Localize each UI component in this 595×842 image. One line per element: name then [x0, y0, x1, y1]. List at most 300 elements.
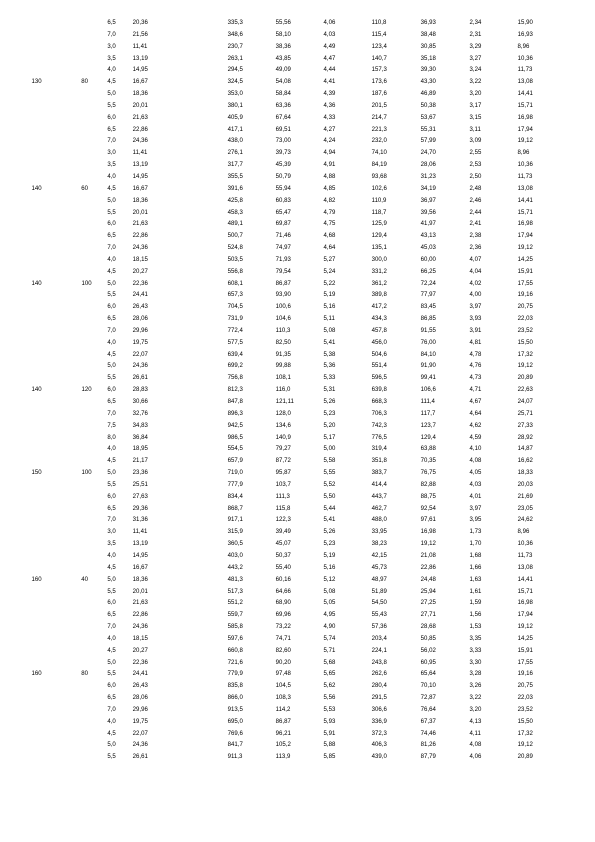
table-row — [0, 728, 595, 740]
cell-wall-thickness: 6,5 — [107, 125, 116, 133]
cell-wall-thickness: 4,5 — [107, 184, 116, 192]
table-row — [0, 609, 595, 621]
cell-radius-y: 4,00 — [469, 291, 482, 299]
table-row — [0, 301, 595, 313]
cell-section-modulus-y: 117,7 — [420, 409, 436, 417]
table-row — [0, 325, 595, 337]
cell-wall-thickness: 5,0 — [107, 196, 116, 204]
cell-size-a: 160 — [31, 670, 42, 678]
cell-moment-x: 577,5 — [227, 338, 243, 346]
cell-section-modulus-x: 87,72 — [275, 457, 291, 465]
cell-wall-thickness: 4,0 — [107, 634, 116, 642]
table-row — [0, 159, 595, 171]
cell-area: 28,92 — [517, 433, 533, 441]
cell-moment-y: 102,6 — [371, 184, 387, 192]
cell-moment-y: 42,15 — [371, 551, 387, 559]
cell-radius-x: 4,75 — [323, 220, 336, 228]
cell-mass: 20,01 — [132, 208, 148, 216]
cell-moment-y: 48,97 — [371, 575, 387, 583]
cell-radius-x: 4,94 — [323, 149, 336, 157]
cell-section-modulus-x: 128,0 — [275, 409, 291, 417]
cell-moment-y: 457,8 — [371, 326, 387, 334]
cell-radius-x: 4,47 — [323, 54, 336, 62]
cell-section-modulus-x: 45,07 — [275, 540, 291, 548]
cell-wall-thickness: 4,5 — [107, 457, 116, 465]
cell-area: 19,16 — [517, 291, 533, 299]
table-row — [0, 349, 595, 361]
cell-moment-y: 203,4 — [371, 634, 387, 642]
table-row — [0, 491, 595, 503]
cell-radius-y: 4,62 — [469, 421, 482, 429]
cell-section-modulus-x: 69,87 — [275, 220, 291, 228]
cell-area: 24,07 — [517, 398, 533, 405]
cell-section-modulus-x: 134,6 — [275, 421, 291, 429]
cell-wall-thickness: 5,5 — [107, 374, 116, 382]
cell-mass: 22,86 — [132, 125, 148, 133]
cell-wall-thickness: 4,5 — [107, 350, 116, 358]
cell-moment-y: 351,8 — [371, 457, 387, 465]
cell-wall-thickness: 7,0 — [107, 244, 116, 252]
cell-radius-y: 2,36 — [469, 244, 482, 252]
cell-area: 11,73 — [517, 172, 533, 180]
table-row — [0, 550, 595, 562]
cell-moment-y: 214,7 — [371, 113, 387, 121]
cell-size-a: 160 — [31, 575, 42, 583]
cell-radius-x: 5,65 — [323, 670, 336, 678]
cell-moment-y: 173,6 — [371, 78, 387, 86]
cell-moment-x: 699,2 — [227, 362, 243, 370]
cell-mass: 25,51 — [132, 480, 148, 488]
cell-moment-x: 489,1 — [227, 220, 243, 228]
cell-wall-thickness: 6,0 — [107, 303, 116, 311]
cell-radius-y: 4,71 — [469, 386, 482, 394]
table-row — [0, 443, 595, 455]
cell-section-modulus-y: 72,87 — [420, 694, 436, 702]
cell-area: 8,96 — [517, 42, 530, 50]
cell-radius-y: 4,81 — [469, 338, 482, 346]
cell-section-modulus-x: 73,22 — [275, 623, 291, 631]
table-row — [0, 455, 595, 467]
cell-moment-y: 51,89 — [371, 587, 387, 595]
table-row — [0, 76, 595, 88]
table-row — [0, 41, 595, 53]
cell-mass: 21,63 — [132, 220, 148, 228]
cell-area: 18,33 — [517, 469, 533, 477]
cell-section-modulus-x: 82,50 — [275, 338, 291, 346]
table-row — [0, 289, 595, 301]
cell-section-modulus-x: 45,39 — [275, 161, 291, 169]
cell-moment-x: 500,7 — [227, 232, 243, 240]
cell-area: 14,41 — [517, 575, 533, 583]
cell-radius-y: 4,04 — [469, 267, 482, 275]
cell-radius-y: 1,56 — [469, 611, 482, 619]
cell-section-modulus-x: 140,9 — [275, 433, 291, 441]
cell-moment-x: 639,4 — [227, 350, 243, 358]
cell-mass: 27,63 — [132, 492, 148, 500]
cell-area: 22,63 — [517, 386, 533, 394]
cell-section-modulus-x: 50,79 — [275, 172, 291, 180]
cell-moment-x: 443,2 — [227, 563, 243, 571]
cell-radius-x: 5,05 — [323, 599, 336, 607]
cell-section-modulus-x: 82,60 — [275, 646, 291, 654]
table-row — [0, 242, 595, 254]
cell-wall-thickness: 7,0 — [107, 705, 116, 713]
cell-area: 13,08 — [517, 563, 533, 571]
cell-moment-y: 504,6 — [371, 350, 387, 358]
cell-area: 20,75 — [517, 303, 533, 311]
cell-moment-y: 74,10 — [371, 149, 387, 157]
cell-section-modulus-y: 53,67 — [420, 113, 436, 121]
cell-wall-thickness: 8,0 — [107, 433, 116, 441]
cell-wall-thickness: 3,0 — [107, 149, 116, 157]
cell-moment-x: 917,1 — [227, 516, 243, 524]
cell-section-modulus-y: 19,12 — [420, 540, 436, 548]
cell-section-modulus-x: 63,36 — [275, 101, 291, 109]
cell-section-modulus-y: 55,31 — [420, 125, 436, 133]
table-row — [0, 467, 595, 479]
cell-section-modulus-y: 31,23 — [420, 172, 436, 180]
cell-wall-thickness: 7,0 — [107, 30, 116, 38]
cell-radius-y: 3,35 — [469, 634, 482, 642]
cell-moment-y: 331,2 — [371, 267, 387, 275]
cell-section-modulus-y: 123,7 — [420, 421, 436, 429]
cell-radius-x: 4,49 — [323, 42, 336, 50]
cell-area: 8,96 — [517, 528, 530, 536]
cell-area: 10,36 — [517, 540, 533, 548]
cell-mass: 36,84 — [132, 433, 148, 441]
cell-wall-thickness: 7,0 — [107, 137, 116, 145]
cell-moment-y: 551,4 — [371, 362, 387, 370]
cell-size-b: 100 — [81, 279, 92, 287]
cell-section-modulus-y: 91,55 — [420, 326, 436, 334]
cell-wall-thickness: 3,0 — [107, 42, 116, 50]
cell-area: 16,98 — [517, 113, 533, 121]
cell-wall-thickness: 5,5 — [107, 587, 116, 595]
table-row — [0, 230, 595, 242]
table-row — [0, 645, 595, 657]
cell-mass: 18,15 — [132, 634, 148, 642]
cell-area: 14,87 — [517, 445, 533, 453]
cell-radius-x: 5,41 — [323, 516, 336, 524]
cell-size-b: 60 — [81, 184, 89, 192]
cell-wall-thickness: 3,5 — [107, 54, 116, 62]
cell-section-modulus-x: 55,40 — [275, 563, 291, 571]
cell-moment-x: 986,5 — [227, 433, 243, 441]
cell-section-modulus-x: 93,90 — [275, 291, 291, 299]
cell-moment-y: 38,23 — [371, 540, 387, 548]
cell-size-b: 100 — [81, 469, 92, 477]
cell-moment-y: 55,43 — [371, 611, 387, 619]
cell-moment-x: 551,2 — [227, 599, 243, 607]
cell-radius-x: 4,79 — [323, 208, 336, 216]
cell-section-modulus-x: 58,10 — [275, 30, 291, 38]
cell-moment-x: 660,8 — [227, 646, 243, 654]
cell-wall-thickness: 3,0 — [107, 528, 116, 536]
cell-wall-thickness: 4,0 — [107, 255, 116, 263]
cell-radius-y: 3,28 — [469, 670, 482, 678]
cell-moment-y: 462,7 — [371, 504, 387, 512]
cell-mass: 29,96 — [132, 326, 148, 334]
cell-section-modulus-y: 27,71 — [420, 611, 436, 619]
cell-mass: 14,95 — [132, 66, 148, 74]
cell-area: 20,03 — [517, 480, 533, 488]
cell-mass: 23,36 — [132, 469, 148, 477]
cell-area: 22,03 — [517, 315, 533, 323]
cell-moment-x: 597,6 — [227, 634, 243, 642]
table-row — [0, 503, 595, 515]
cell-area: 22,03 — [517, 694, 533, 702]
cell-moment-x: 335,3 — [227, 19, 243, 26]
cell-wall-thickness: 5,5 — [107, 101, 116, 109]
cell-area: 19,12 — [517, 137, 533, 145]
cell-radius-x: 5,24 — [323, 267, 336, 275]
table-row — [0, 526, 595, 538]
cell-section-modulus-x: 74,71 — [275, 634, 291, 642]
table-row — [0, 218, 595, 230]
cell-moment-x: 896,3 — [227, 409, 243, 417]
cell-moment-x: 355,5 — [227, 172, 243, 180]
cell-section-modulus-y: 39,56 — [420, 208, 436, 216]
cell-area: 8,96 — [517, 149, 530, 157]
cell-radius-y: 1,66 — [469, 563, 482, 571]
cell-wall-thickness: 6,0 — [107, 682, 116, 690]
cell-wall-thickness: 3,5 — [107, 540, 116, 548]
cell-moment-y: 57,36 — [371, 623, 387, 631]
cell-radius-y: 2,44 — [469, 208, 482, 216]
cell-section-modulus-x: 65,47 — [275, 208, 291, 216]
cell-area: 14,25 — [517, 255, 533, 263]
cell-radius-y: 2,31 — [469, 30, 482, 38]
cell-area: 15,71 — [517, 587, 533, 595]
cell-mass: 22,36 — [132, 279, 148, 287]
cell-area: 16,98 — [517, 220, 533, 228]
cell-radius-x: 4,24 — [323, 137, 336, 145]
cell-area: 25,71 — [517, 409, 533, 417]
cell-mass: 28,06 — [132, 315, 148, 323]
table-row — [0, 372, 595, 384]
cell-moment-x: 769,6 — [227, 729, 243, 737]
cell-moment-x: 458,3 — [227, 208, 243, 216]
table-row — [0, 88, 595, 100]
cell-moment-x: 263,1 — [227, 54, 243, 62]
cell-wall-thickness: 4,0 — [107, 717, 116, 725]
cell-radius-x: 5,31 — [323, 386, 336, 394]
cell-moment-y: 33,95 — [371, 528, 387, 536]
cell-moment-y: 389,8 — [371, 291, 387, 299]
cell-radius-y: 3,93 — [469, 315, 482, 323]
cell-radius-y: 3,15 — [469, 113, 482, 121]
cell-mass: 11,41 — [132, 149, 148, 157]
cell-section-modulus-y: 77,97 — [420, 291, 436, 299]
cell-section-modulus-x: 96,21 — [275, 729, 291, 737]
cell-mass: 24,36 — [132, 623, 148, 631]
cell-section-modulus-x: 39,73 — [275, 149, 291, 157]
cell-mass: 21,56 — [132, 30, 148, 38]
cell-section-modulus-x: 114,2 — [275, 705, 291, 713]
cell-moment-x: 585,8 — [227, 623, 243, 631]
cell-moment-x: 524,8 — [227, 244, 243, 252]
cell-moment-y: 110,8 — [371, 19, 387, 26]
cell-moment-y: 262,6 — [371, 670, 387, 678]
cell-moment-y: 110,9 — [371, 196, 387, 204]
cell-radius-y: 3,97 — [469, 303, 482, 311]
cell-section-modulus-x: 104,6 — [275, 315, 291, 323]
cell-wall-thickness: 4,5 — [107, 267, 116, 275]
cell-moment-x: 812,3 — [227, 386, 243, 394]
cell-radius-x: 5,71 — [323, 646, 336, 654]
cell-wall-thickness: 5,0 — [107, 575, 116, 583]
cell-mass: 13,19 — [132, 54, 148, 62]
cell-radius-y: 3,91 — [469, 326, 482, 334]
cell-mass: 26,43 — [132, 303, 148, 311]
cell-area: 13,08 — [517, 78, 533, 86]
cell-radius-x: 5,27 — [323, 255, 336, 263]
cell-moment-y: 280,4 — [371, 682, 387, 690]
cell-area: 15,91 — [517, 267, 533, 275]
cell-mass: 14,95 — [132, 172, 148, 180]
cell-wall-thickness: 4,0 — [107, 172, 116, 180]
cell-area: 20,75 — [517, 682, 533, 690]
cell-section-modulus-x: 122,3 — [275, 516, 291, 524]
cell-moment-y: 668,3 — [371, 398, 387, 405]
cell-area: 10,36 — [517, 54, 533, 62]
cell-moment-x: 911,3 — [227, 753, 243, 761]
cell-section-modulus-y: 60,95 — [420, 658, 436, 666]
cell-mass: 26,61 — [132, 753, 148, 761]
cell-moment-x: 942,5 — [227, 421, 243, 429]
cell-section-modulus-y: 45,03 — [420, 244, 436, 252]
cell-radius-y: 1,59 — [469, 599, 482, 607]
cell-moment-x: 777,9 — [227, 480, 243, 488]
cell-area: 17,94 — [517, 125, 533, 133]
cell-moment-y: 118,7 — [371, 208, 387, 216]
cell-section-modulus-y: 16,98 — [420, 528, 436, 536]
cell-moment-y: 300,0 — [371, 255, 387, 263]
cell-mass: 26,43 — [132, 682, 148, 690]
table-row — [0, 432, 595, 444]
cell-moment-y: 319,4 — [371, 445, 387, 453]
cell-section-modulus-y: 92,54 — [420, 504, 436, 512]
cell-mass: 28,06 — [132, 694, 148, 702]
cell-mass: 20,27 — [132, 267, 148, 275]
cell-section-modulus-y: 27,25 — [420, 599, 436, 607]
cell-wall-thickness: 6,0 — [107, 220, 116, 228]
table-row — [0, 183, 595, 195]
cell-moment-y: 201,5 — [371, 101, 387, 109]
table-row — [0, 171, 595, 183]
cell-radius-y: 3,22 — [469, 78, 482, 86]
cell-radius-y: 4,10 — [469, 445, 482, 453]
cell-wall-thickness: 6,5 — [107, 19, 116, 26]
cell-section-modulus-x: 86,87 — [275, 717, 291, 725]
cell-mass: 26,61 — [132, 374, 148, 382]
cell-section-modulus-x: 69,51 — [275, 125, 291, 133]
cell-wall-thickness: 7,0 — [107, 623, 116, 631]
cell-area: 16,62 — [517, 457, 533, 465]
cell-radius-y: 3,09 — [469, 137, 482, 145]
cell-section-modulus-y: 83,45 — [420, 303, 436, 311]
cell-section-modulus-x: 73,00 — [275, 137, 291, 145]
cell-moment-x: 835,8 — [227, 682, 243, 690]
cell-radius-y: 1,53 — [469, 623, 482, 631]
cell-moment-y: 125,9 — [371, 220, 387, 228]
cell-section-modulus-x: 100,6 — [275, 303, 291, 311]
cell-mass: 21,63 — [132, 599, 148, 607]
cell-radius-x: 5,23 — [323, 540, 336, 548]
cell-wall-thickness: 5,0 — [107, 279, 116, 287]
cell-section-modulus-y: 70,10 — [420, 682, 436, 690]
cell-mass: 22,86 — [132, 611, 148, 619]
cell-radius-y: 4,08 — [469, 741, 482, 749]
cell-section-modulus-y: 60,00 — [420, 255, 436, 263]
cell-section-modulus-y: 87,79 — [420, 753, 436, 761]
cell-radius-x: 5,26 — [323, 398, 336, 405]
cell-area: 10,36 — [517, 161, 533, 169]
cell-section-modulus-y: 67,37 — [420, 717, 436, 725]
table-row — [0, 574, 595, 586]
cell-section-modulus-x: 60,16 — [275, 575, 291, 583]
cell-area: 15,50 — [517, 338, 533, 346]
cell-radius-y: 4,08 — [469, 457, 482, 465]
cell-moment-y: 84,19 — [371, 161, 387, 169]
cell-section-modulus-x: 86,87 — [275, 279, 291, 287]
table-row — [0, 266, 595, 278]
cell-radius-y: 1,73 — [469, 528, 482, 536]
cell-mass: 28,83 — [132, 386, 148, 394]
table-row — [0, 586, 595, 598]
cell-mass: 16,67 — [132, 563, 148, 571]
cell-wall-thickness: 5,0 — [107, 469, 116, 477]
cell-section-modulus-x: 39,49 — [275, 528, 291, 536]
cell-moment-x: 868,7 — [227, 504, 243, 512]
profile-data-table — [0, 17, 595, 763]
table-row — [0, 396, 595, 408]
cell-moment-x: 403,0 — [227, 551, 243, 559]
cell-wall-thickness: 4,5 — [107, 646, 116, 654]
cell-section-modulus-x: 58,84 — [275, 90, 291, 98]
table-row — [0, 751, 595, 763]
cell-moment-x: 721,6 — [227, 658, 243, 666]
cell-section-modulus-y: 22,86 — [420, 563, 436, 571]
cell-radius-y: 2,34 — [469, 19, 482, 26]
table-row — [0, 739, 595, 751]
cell-moment-y: 336,9 — [371, 717, 387, 725]
cell-mass: 24,41 — [132, 291, 148, 299]
cell-radius-x: 5,68 — [323, 658, 336, 666]
cell-radius-y: 4,76 — [469, 362, 482, 370]
cell-radius-y: 4,78 — [469, 350, 482, 358]
cell-radius-x: 5,44 — [323, 504, 336, 512]
cell-section-modulus-y: 35,18 — [420, 54, 436, 62]
cell-section-modulus-x: 71,93 — [275, 255, 291, 263]
cell-wall-thickness: 5,0 — [107, 741, 116, 749]
cell-section-modulus-x: 111,3 — [275, 492, 290, 500]
cell-mass: 18,36 — [132, 575, 148, 583]
cell-section-modulus-x: 79,54 — [275, 267, 291, 275]
cell-moment-x: 324,5 — [227, 78, 243, 86]
table-row — [0, 207, 595, 219]
cell-section-modulus-y: 43,13 — [420, 232, 436, 240]
cell-size-a: 140 — [31, 184, 42, 192]
table-row — [0, 64, 595, 76]
cell-radius-y: 4,03 — [469, 480, 482, 488]
cell-moment-y: 443,7 — [371, 492, 387, 500]
cell-mass: 11,41 — [132, 528, 148, 536]
cell-area: 20,89 — [517, 374, 533, 382]
cell-moment-x: 317,7 — [227, 161, 243, 169]
table-row — [0, 147, 595, 159]
cell-radius-y: 4,01 — [469, 492, 482, 500]
